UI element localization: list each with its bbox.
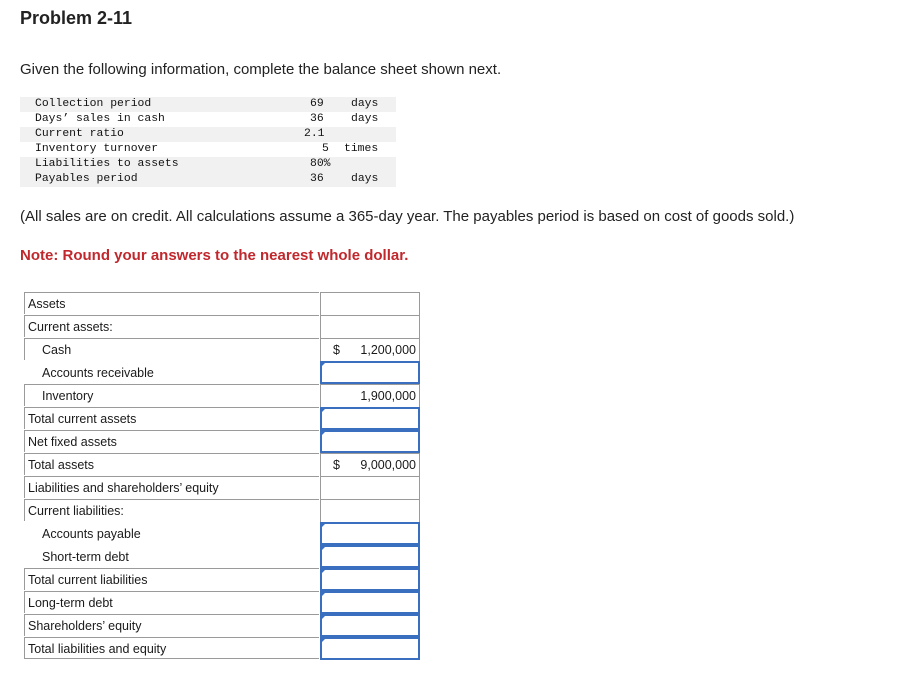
given-label: Days’ sales in cash (35, 113, 165, 125)
row-label-total-assets: Total assets (24, 453, 319, 475)
given-label: Payables period (35, 173, 138, 185)
shareholders-equity-cell (320, 614, 420, 637)
accounts-payable-input[interactable] (320, 522, 420, 545)
input-marker-icon (320, 568, 327, 575)
short-term-debt-input[interactable] (320, 545, 420, 568)
total-current-assets-input[interactable] (320, 407, 420, 430)
given-unit: times (344, 143, 379, 155)
accounts-receivable-cell (320, 361, 420, 384)
given-label: Inventory turnover (35, 143, 159, 155)
sales-assumption-note: (All sales are on credit. All calculations assume a 365-day year. The payables period is based on cost of goods sold.) (20, 208, 795, 225)
currency-symbol: $ (333, 458, 340, 472)
inventory-value: 1,900,000 (360, 389, 416, 403)
input-marker-icon (320, 522, 327, 529)
empty-cell (320, 499, 420, 522)
given-value: 36 (310, 113, 324, 125)
long-term-debt-input[interactable] (320, 591, 420, 614)
given-value: 2.1 (304, 128, 325, 140)
shareholders-equity-input[interactable] (320, 614, 420, 637)
input-marker-icon (320, 637, 327, 644)
table-row (24, 453, 420, 476)
table-row (24, 361, 420, 384)
table-row (24, 338, 420, 361)
input-marker-icon (320, 614, 327, 621)
given-row-days-sales-in-cash (20, 112, 396, 127)
given-value: 80% (310, 158, 331, 170)
row-label-net-fixed-assets: Net fixed assets (24, 430, 319, 452)
given-value: 69 (310, 98, 324, 110)
problem-title: Problem 2-11 (20, 8, 133, 28)
given-row-liabilities-to-assets (20, 157, 396, 172)
given-row-collection-period (20, 97, 396, 112)
row-label-cash: Cash (24, 338, 319, 360)
total-current-liabilities-input[interactable] (320, 568, 420, 591)
given-row-current-ratio (20, 127, 396, 142)
row-label-total-liabilities-and-equity: Total liabilities and equity (24, 637, 319, 659)
balance-sheet-table (24, 292, 420, 660)
accounts-payable-cell (320, 522, 420, 545)
row-label-long-term-debt: Long-term debt (24, 591, 319, 613)
row-label-liabilities-and-equity: Liabilities and shareholders’ equity (24, 476, 319, 498)
row-label-total-current-assets: Total current assets (24, 407, 319, 429)
inventory-value-cell (320, 384, 420, 407)
table-row (24, 568, 420, 591)
net-fixed-assets-cell (320, 430, 420, 453)
input-marker-icon (320, 591, 327, 598)
given-unit: days (351, 98, 379, 110)
total-assets-value-cell (320, 453, 420, 476)
given-unit: days (351, 113, 379, 125)
total-current-assets-cell (320, 407, 420, 430)
given-row-payables-period (20, 172, 396, 187)
currency-symbol: $ (333, 343, 340, 357)
table-row (24, 407, 420, 430)
table-row (24, 292, 420, 315)
total-current-liabilities-cell (320, 568, 420, 591)
total-liabilities-and-equity-input[interactable] (320, 637, 420, 660)
given-unit: days (351, 173, 379, 185)
row-label-short-term-debt: Short-term debt (42, 550, 129, 564)
table-row (24, 430, 420, 453)
table-row (24, 499, 420, 522)
given-value: 5 (322, 143, 329, 155)
short-term-debt-cell (320, 545, 420, 568)
input-marker-icon (320, 430, 327, 437)
row-label-inventory: Inventory (24, 384, 319, 406)
table-row (24, 637, 420, 660)
table-row (24, 384, 420, 407)
accounts-receivable-input[interactable] (320, 361, 420, 384)
total-assets-value: 9,000,000 (360, 458, 416, 472)
empty-cell (320, 315, 420, 338)
row-label-current-liabilities: Current liabilities: (24, 499, 319, 521)
given-label: Liabilities to assets (35, 158, 179, 170)
row-label-total-current-liabilities: Total current liabilities (24, 568, 319, 590)
input-marker-icon (320, 545, 327, 552)
row-label-accounts-receivable: Accounts receivable (42, 366, 154, 380)
input-marker-icon (320, 407, 327, 414)
net-fixed-assets-input[interactable] (320, 430, 420, 453)
empty-cell (320, 292, 420, 315)
given-label: Current ratio (35, 128, 124, 140)
cash-value: 1,200,000 (360, 343, 416, 357)
total-liabilities-and-equity-cell (320, 637, 420, 660)
input-marker-icon (320, 361, 327, 368)
table-row (24, 476, 420, 499)
row-label-current-assets: Current assets: (24, 315, 319, 337)
row-label-assets: Assets (24, 292, 319, 314)
table-row (24, 591, 420, 614)
row-label-shareholders-equity: Shareholders’ equity (24, 614, 319, 636)
problem-intro: Given the following information, complete the balance sheet shown next. (20, 61, 502, 78)
given-information-block (20, 97, 396, 187)
row-label-accounts-payable: Accounts payable (42, 527, 141, 541)
rounding-note: Note: Round your answers to the nearest whole dollar. (20, 247, 409, 264)
table-row (24, 614, 420, 637)
given-row-inventory-turnover (20, 142, 396, 157)
long-term-debt-cell (320, 591, 420, 614)
cash-value-cell (320, 338, 420, 361)
given-value: 36 (310, 173, 324, 185)
table-row (24, 315, 420, 338)
given-label: Collection period (35, 98, 152, 110)
table-row (24, 522, 420, 545)
empty-cell (320, 476, 420, 499)
table-row (24, 545, 420, 568)
